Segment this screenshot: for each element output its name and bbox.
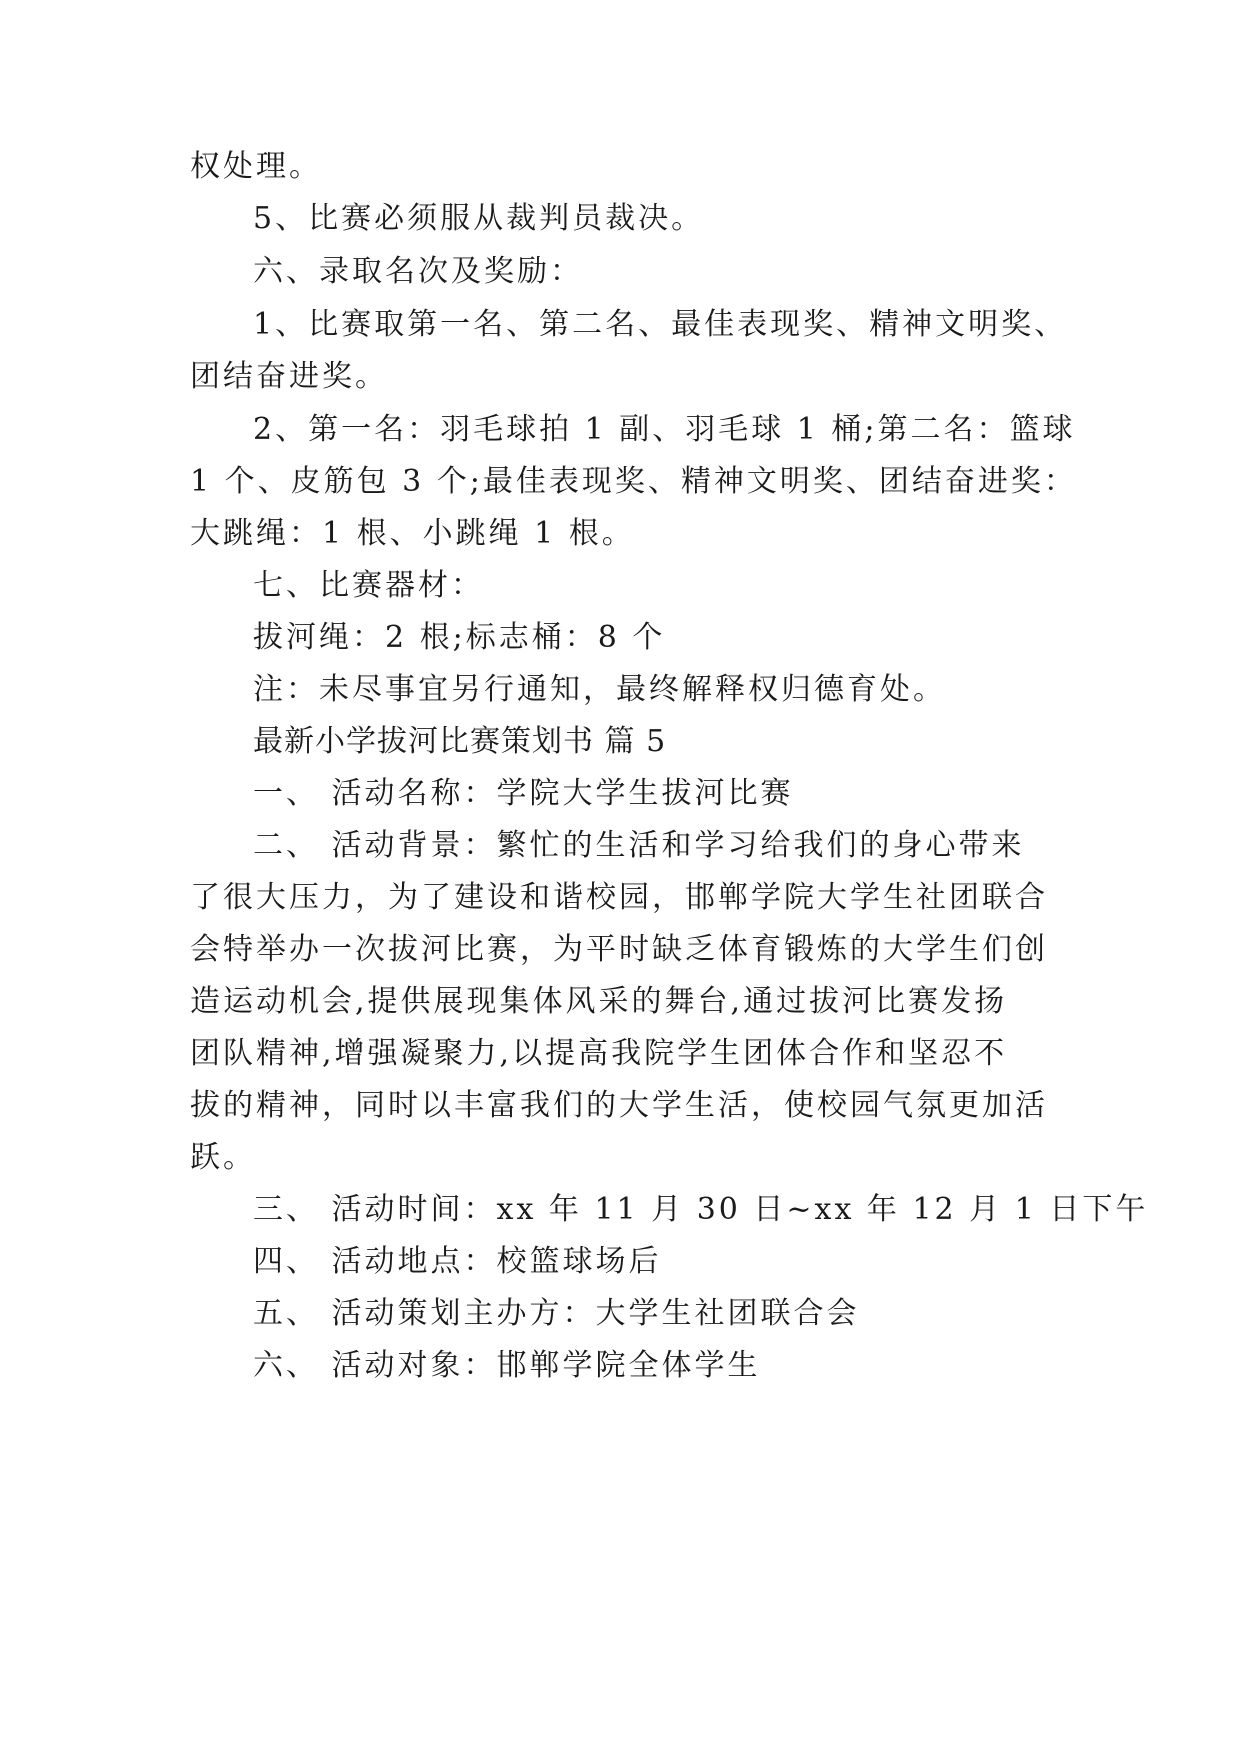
text-line-award-2-cont: 1 个、皮筋包 3 个;最佳表现奖、精神文明奖、团结奋进奖： <box>190 464 1077 499</box>
document-section-title: 最新小学拔河比赛策划书 篇 5 <box>253 724 667 759</box>
text-line-activity-name: 一、 活动名称：学院大学生拔河比赛 <box>253 776 794 811</box>
text-line-activity-location: 四、 活动地点：校篮球场后 <box>253 1244 662 1279</box>
text-line-award-2-cont2: 大跳绳：1 根、小跳绳 1 根。 <box>190 516 635 551</box>
text-line-continuation: 权处理。 <box>190 149 322 184</box>
text-line-background-cont5: 拔的精神，同时以丰富我们的大学生活，使校园气氛更加活 <box>190 1088 1048 1123</box>
text-line-equipment: 拔河绳：2 根;标志桶：8 个 <box>253 620 666 655</box>
text-line-rule-5: 5、比赛必须服从裁判员裁决。 <box>253 201 705 236</box>
text-line-organizer: 五、 活动策划主办方：大学生社团联合会 <box>253 1296 860 1331</box>
section-heading-awards: 六、录取名次及奖励： <box>253 254 583 289</box>
text-line-participants: 六、 活动对象：邯郸学院全体学生 <box>253 1348 761 1383</box>
text-line-award-1: 1、比赛取第一名、第二名、最佳表现奖、精神文明奖、 <box>253 307 1068 342</box>
text-line-background-cont3: 造运动机会,提供展现集体风采的舞台,通过拔河比赛发扬 <box>190 984 1008 1019</box>
text-line-award-2: 2、第一名：羽毛球拍 1 副、羽毛球 1 桶;第二名：篮球 <box>253 412 1076 447</box>
section-heading-equipment: 七、比赛器材： <box>253 568 484 603</box>
text-line-activity-time: 三、 活动时间：xx 年 11 月 30 日~xx 年 12 月 1 日下午 <box>253 1192 1149 1227</box>
text-line-background: 二、 活动背景：繁忙的生活和学习给我们的身心带来 <box>253 828 1025 863</box>
text-line-award-1-cont: 团结奋进奖。 <box>190 359 388 394</box>
text-line-background-cont2: 会特举办一次拔河比赛，为平时缺乏体育锻炼的大学生们创 <box>190 932 1048 967</box>
text-line-background-cont4: 团队精神,增强凝聚力,以提高我院学生团体合作和坚忍不 <box>190 1036 1008 1071</box>
text-line-note: 注：未尽事宜另行通知，最终解释权归德育处。 <box>253 672 946 707</box>
text-line-background-cont1: 了很大压力，为了建设和谐校园，邯郸学院大学生社团联合 <box>190 880 1048 915</box>
text-line-background-cont6: 跃。 <box>190 1140 256 1175</box>
